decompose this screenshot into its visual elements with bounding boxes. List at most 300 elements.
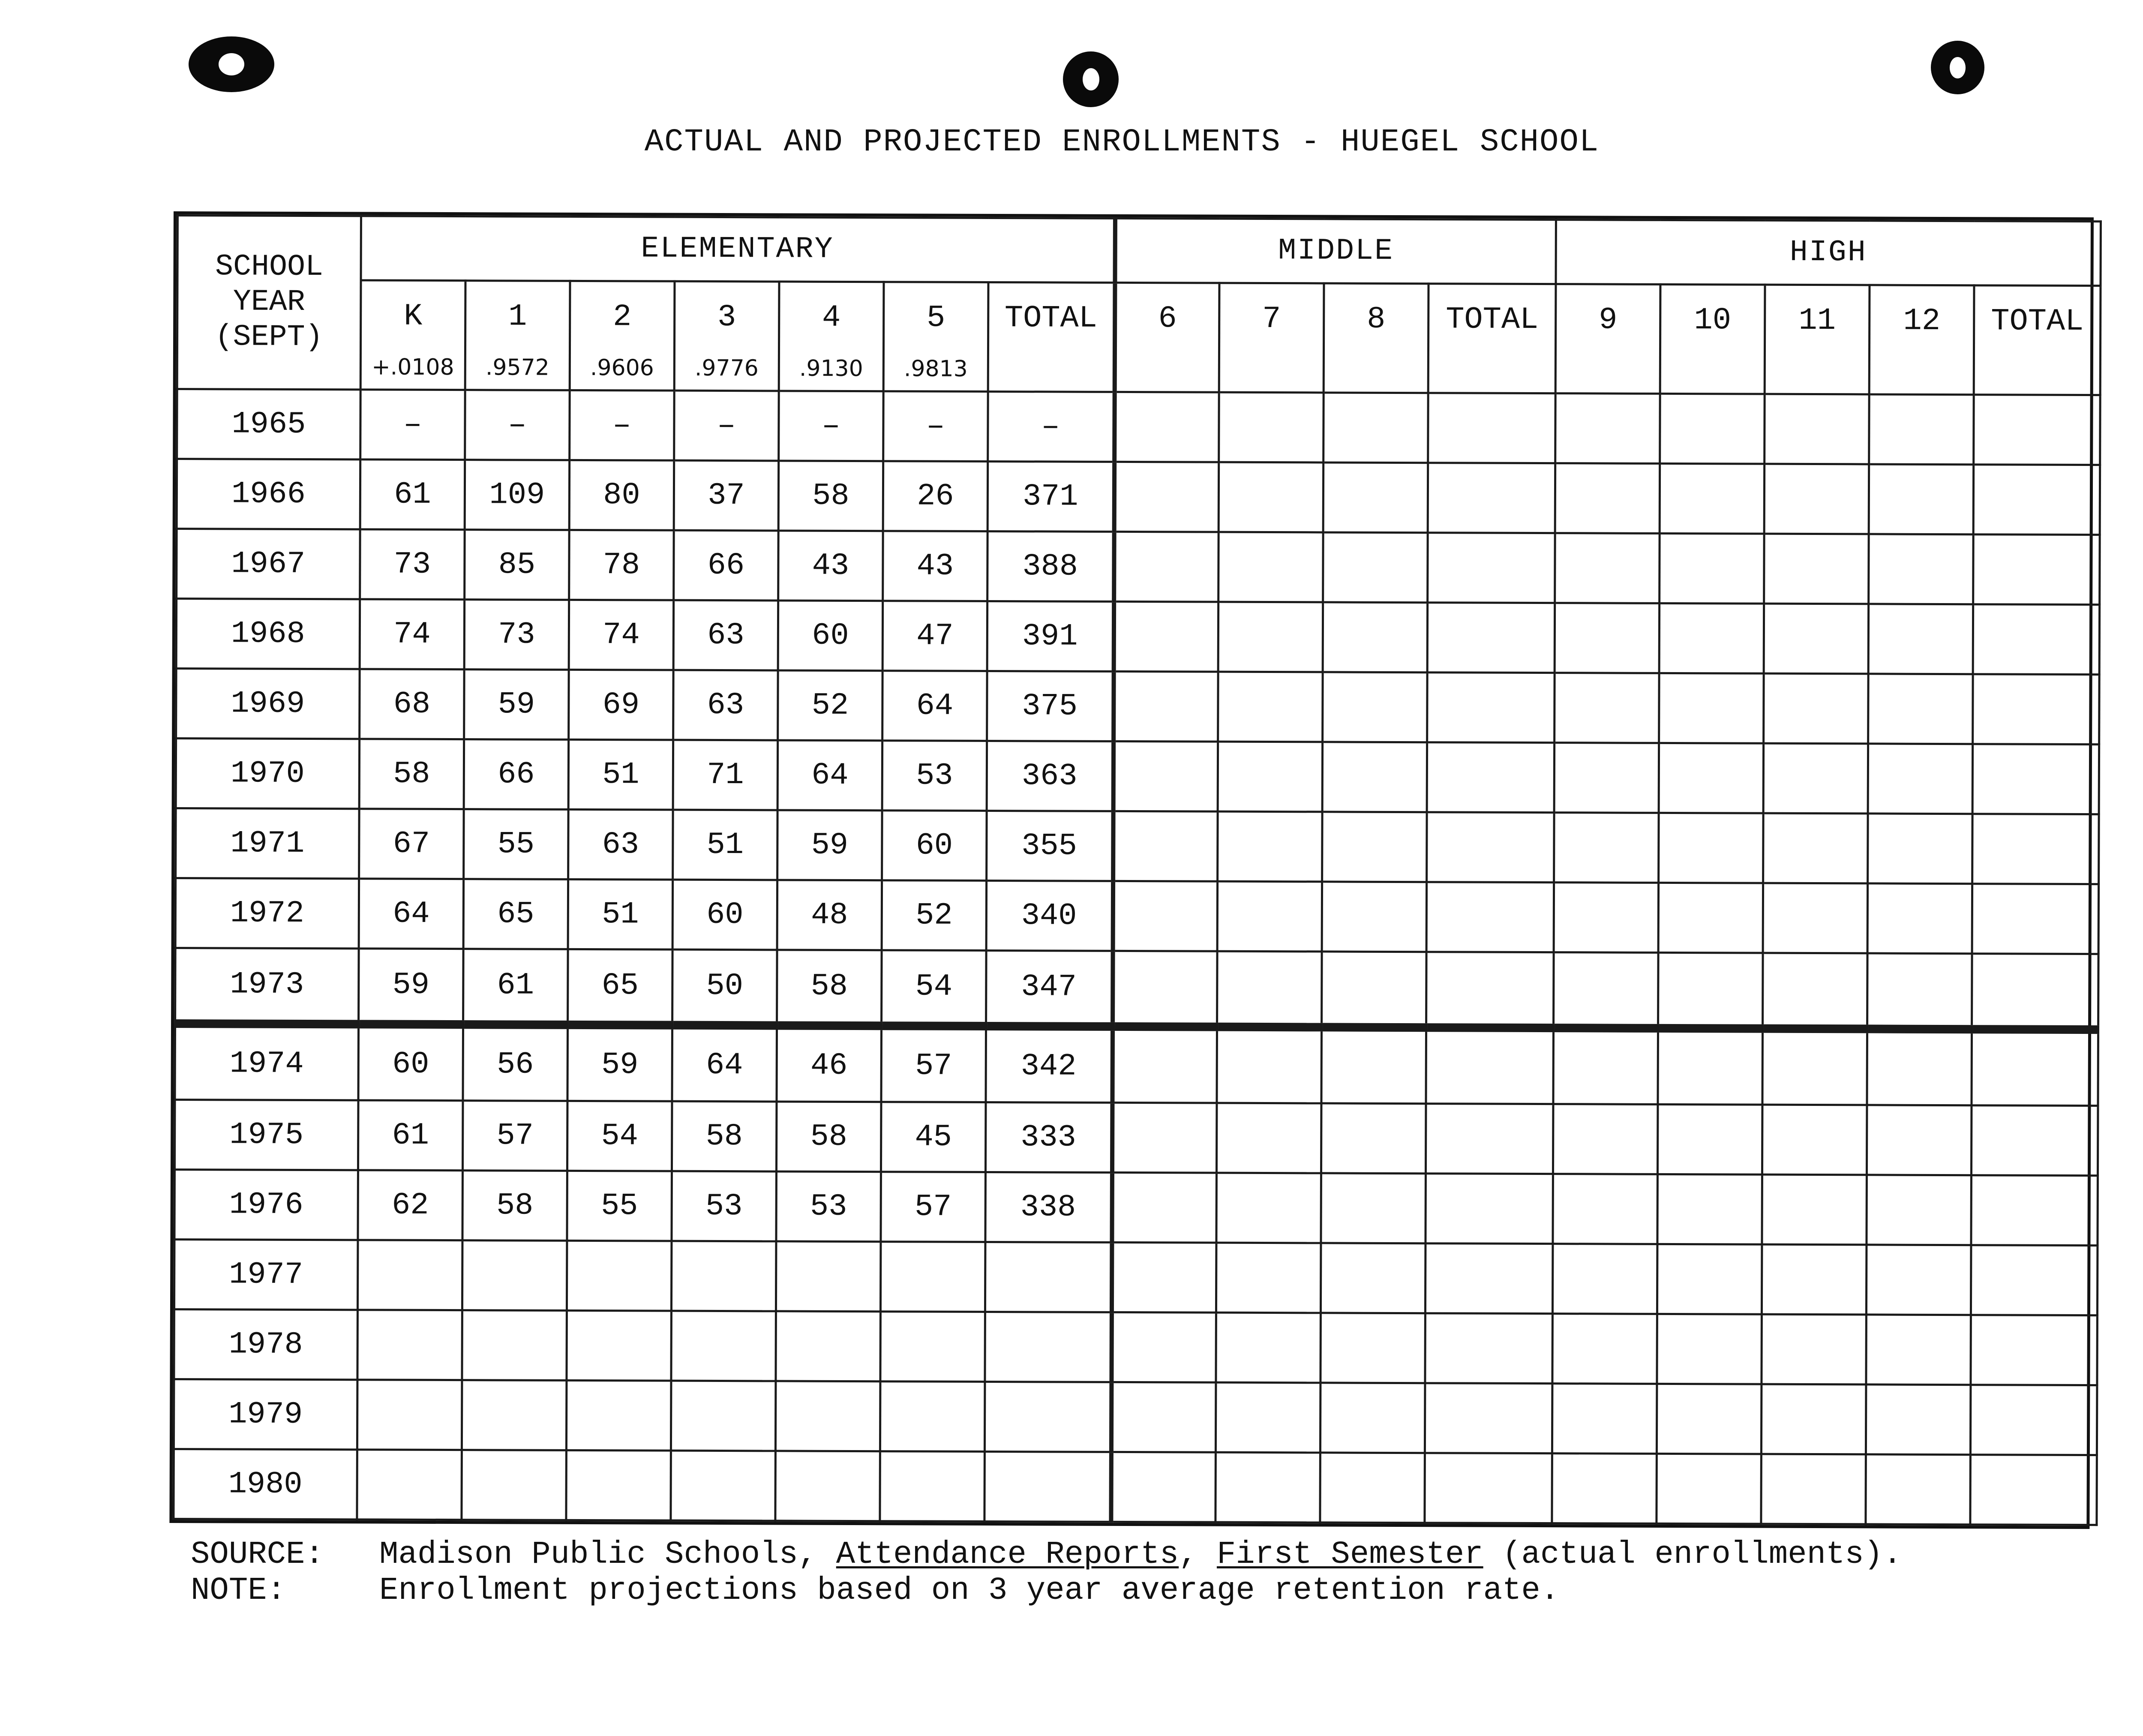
enrollment-cell: 51 bbox=[568, 879, 673, 949]
enrollment-cell bbox=[566, 1450, 671, 1520]
empty-cell bbox=[1763, 743, 1868, 814]
empty-cell bbox=[1660, 463, 1765, 534]
enrollment-cell: 63 bbox=[568, 809, 673, 880]
empty-cell bbox=[1553, 1244, 1658, 1314]
empty-cell bbox=[1971, 1385, 2098, 1455]
enrollment-cell: 37 bbox=[674, 460, 779, 531]
enrollment-cell: 53 bbox=[882, 741, 987, 811]
empty-cell bbox=[1973, 674, 2100, 745]
empty-cell bbox=[1658, 952, 1763, 1029]
enrollment-cell: 391 bbox=[987, 601, 1114, 671]
enrollment-cell: 48 bbox=[777, 880, 882, 950]
empty-cell bbox=[1322, 952, 1427, 1028]
enrollment-cell bbox=[357, 1310, 462, 1380]
empty-cell bbox=[1428, 463, 1555, 533]
enrollment-cell: 61 bbox=[360, 460, 465, 530]
enrollment-cell bbox=[567, 1310, 672, 1381]
empty-cell bbox=[1657, 1244, 1762, 1314]
elementary-header: ELEMENTARY bbox=[361, 216, 1115, 283]
year-cell: 1970 bbox=[176, 738, 360, 808]
enrollment-cell: 52 bbox=[882, 880, 987, 951]
empty-cell bbox=[1426, 1243, 1553, 1314]
empty-cell bbox=[1113, 951, 1218, 1027]
empty-cell bbox=[1554, 883, 1659, 953]
empty-cell bbox=[1660, 533, 1765, 604]
empty-cell bbox=[1321, 1173, 1426, 1243]
source-suffix: (actual enrollments). bbox=[1483, 1537, 1902, 1573]
empty-cell bbox=[1868, 744, 1973, 814]
empty-cell bbox=[1426, 1174, 1553, 1244]
year-cell: 1976 bbox=[174, 1169, 358, 1240]
empty-cell bbox=[1867, 953, 1972, 1030]
empty-cell bbox=[1972, 1030, 2098, 1106]
table-row bbox=[174, 1169, 2098, 1245]
enrollment-cell bbox=[671, 1381, 776, 1451]
empty-cell bbox=[1868, 674, 1973, 744]
empty-cell bbox=[1320, 1453, 1425, 1523]
table-row bbox=[176, 808, 2099, 884]
empty-cell bbox=[1219, 462, 1324, 532]
enrollment-cell: 45 bbox=[881, 1102, 986, 1172]
enrollment-cell bbox=[776, 1311, 881, 1382]
enrollment-cell bbox=[985, 1242, 1112, 1312]
empty-cell bbox=[1114, 532, 1219, 602]
empty-cell bbox=[1659, 603, 1764, 673]
empty-cell bbox=[1972, 814, 2099, 884]
grade-header: 4 .9130 bbox=[779, 282, 884, 391]
empty-cell bbox=[1320, 1383, 1425, 1453]
empty-cell bbox=[1763, 953, 1868, 1029]
empty-cell bbox=[1659, 813, 1764, 883]
grade-header: 8 bbox=[1324, 283, 1429, 393]
enrollment-cell: 58 bbox=[462, 1171, 567, 1241]
empty-cell bbox=[1762, 1029, 1867, 1105]
enrollment-cell: 58 bbox=[777, 950, 882, 1026]
empty-cell bbox=[1425, 1313, 1553, 1384]
enrollment-cell: 338 bbox=[985, 1172, 1112, 1242]
enrollment-cell: 43 bbox=[778, 531, 883, 601]
empty-cell bbox=[1111, 1382, 1216, 1452]
empty-cell bbox=[1765, 394, 1870, 464]
year-cell: 1980 bbox=[174, 1449, 357, 1519]
table-row bbox=[175, 878, 2099, 954]
enrollment-cell: 59 bbox=[464, 670, 569, 740]
year-cell: 1968 bbox=[176, 598, 360, 669]
empty-cell bbox=[1217, 881, 1322, 952]
enrollment-cell bbox=[462, 1380, 567, 1451]
year-cell: 1971 bbox=[176, 808, 360, 878]
empty-cell bbox=[1425, 1383, 1552, 1454]
enrollment-cell: 58 bbox=[359, 739, 464, 809]
enrollment-cell: 57 bbox=[462, 1101, 567, 1171]
empty-cell bbox=[1218, 811, 1323, 882]
empty-cell bbox=[1762, 1244, 1867, 1315]
grade-header: 6 bbox=[1114, 282, 1219, 392]
empty-cell bbox=[1323, 602, 1428, 673]
enrollment-cell: 58 bbox=[672, 1101, 777, 1171]
empty-cell bbox=[1553, 1028, 1658, 1105]
empty-cell bbox=[1971, 1245, 2098, 1316]
table-row bbox=[176, 668, 2100, 744]
grade-header: 1 .9572 bbox=[465, 281, 570, 390]
empty-cell bbox=[1114, 462, 1219, 532]
enrollment-cell bbox=[462, 1240, 567, 1311]
empty-cell bbox=[1552, 1453, 1657, 1523]
enrollment-cell bbox=[775, 1381, 880, 1451]
empty-cell bbox=[1219, 532, 1324, 602]
empty-cell bbox=[1426, 1028, 1554, 1104]
empty-cell bbox=[1553, 1174, 1658, 1244]
source-first-semester: First Semester bbox=[1216, 1537, 1483, 1573]
table-row bbox=[174, 1239, 2098, 1315]
enrollment-cell bbox=[985, 1312, 1112, 1382]
empty-cell bbox=[1112, 1027, 1217, 1103]
enrollment-cell: 355 bbox=[987, 811, 1114, 881]
enrollment-cell bbox=[566, 1380, 671, 1451]
punch-hole-left bbox=[189, 36, 274, 92]
empty-cell bbox=[1216, 1382, 1321, 1453]
enrollment-cell: 53 bbox=[776, 1171, 881, 1242]
empty-cell bbox=[1974, 395, 2101, 465]
enrollment-cell: 58 bbox=[778, 461, 883, 531]
table-row bbox=[177, 389, 2101, 465]
enrollment-cell: 60 bbox=[882, 811, 987, 881]
year-cell: 1978 bbox=[174, 1309, 358, 1379]
table-row bbox=[174, 1449, 2097, 1525]
empty-cell bbox=[1218, 672, 1323, 742]
table-row bbox=[176, 598, 2100, 674]
empty-cell bbox=[1868, 814, 1973, 884]
empty-cell bbox=[1763, 813, 1868, 883]
grade-header: 3 .9776 bbox=[674, 281, 779, 391]
empty-cell bbox=[1114, 392, 1219, 462]
empty-cell bbox=[1425, 1453, 1552, 1523]
empty-cell bbox=[1764, 604, 1869, 674]
grade-header: 10 bbox=[1660, 284, 1765, 394]
empty-cell bbox=[1114, 601, 1219, 672]
empty-cell bbox=[1426, 882, 1554, 952]
empty-cell bbox=[1428, 533, 1555, 603]
enrollment-cell: 375 bbox=[987, 671, 1114, 741]
enrollment-cell: 80 bbox=[569, 460, 674, 530]
grade-header: TOTAL bbox=[988, 282, 1115, 392]
enrollment-cell bbox=[775, 1451, 880, 1521]
table-row bbox=[176, 738, 2099, 814]
enrollment-cell: – bbox=[779, 391, 884, 461]
enrollment-cell bbox=[567, 1240, 672, 1311]
enrollment-cell: 59 bbox=[359, 949, 464, 1025]
enrollment-cell bbox=[357, 1240, 462, 1310]
empty-cell bbox=[1427, 742, 1555, 813]
enrollment-cell: 64 bbox=[359, 879, 464, 949]
enrollment-cell: 51 bbox=[568, 739, 673, 810]
enrollment-cell bbox=[984, 1382, 1111, 1452]
empty-cell bbox=[1112, 1172, 1217, 1243]
enrollment-cell: 64 bbox=[777, 740, 882, 811]
empty-cell bbox=[1321, 1243, 1426, 1313]
empty-cell bbox=[1764, 673, 1869, 744]
empty-cell bbox=[1764, 534, 1869, 604]
empty-cell bbox=[1762, 1105, 1867, 1175]
source-attendance-reports: Attendance Reports bbox=[836, 1537, 1179, 1573]
year-cell: 1967 bbox=[177, 529, 360, 599]
enrollment-cell bbox=[880, 1451, 985, 1522]
year-cell: 1979 bbox=[174, 1379, 357, 1449]
empty-cell bbox=[1113, 881, 1218, 951]
empty-cell bbox=[1657, 1384, 1762, 1454]
empty-cell bbox=[1555, 603, 1660, 673]
empty-cell bbox=[1972, 744, 2099, 814]
enrollment-cell: 363 bbox=[987, 741, 1114, 811]
empty-cell bbox=[1112, 1102, 1217, 1173]
empty-cell bbox=[1321, 1103, 1426, 1174]
enrollment-cell: – bbox=[883, 391, 988, 462]
enrollment-cell: 52 bbox=[778, 670, 883, 741]
empty-cell bbox=[1322, 742, 1427, 812]
enrollment-cell bbox=[984, 1451, 1111, 1522]
enrollment-cell: 342 bbox=[986, 1026, 1113, 1102]
enrollment-cell: 109 bbox=[465, 460, 570, 530]
enrollment-cell: 388 bbox=[987, 531, 1114, 601]
footer: SOURCE: Madison Public Schools, Attendance Reports, First Semester (actual enrollments). NOTE: Enrollment projections based on 3 year average retention rate. bbox=[191, 1537, 1902, 1609]
empty-cell bbox=[1658, 1104, 1763, 1174]
enrollment-cell: 60 bbox=[672, 880, 777, 950]
enrollment-cell bbox=[880, 1312, 985, 1382]
year-cell: 1973 bbox=[175, 948, 359, 1024]
grade-header: 7 bbox=[1219, 283, 1324, 393]
empty-cell bbox=[1323, 672, 1428, 742]
grade-header: K +.0108 bbox=[360, 280, 465, 390]
enrollment-cell bbox=[671, 1451, 776, 1521]
enrollment-cell: 333 bbox=[985, 1102, 1112, 1172]
retention-rate: .9130 bbox=[799, 355, 863, 382]
empty-cell bbox=[1867, 883, 1972, 954]
enrollment-cell: 58 bbox=[776, 1102, 881, 1172]
retention-rate: .9813 bbox=[903, 356, 968, 382]
empty-cell bbox=[1867, 1175, 1972, 1245]
source-label: SOURCE: bbox=[191, 1537, 324, 1573]
empty-cell bbox=[1869, 394, 1974, 465]
enrollment-cell: 73 bbox=[464, 600, 569, 670]
grade-header: 2 .9606 bbox=[570, 281, 675, 390]
grade-header: 11 bbox=[1765, 285, 1870, 394]
enrollment-cell: 74 bbox=[569, 600, 674, 670]
empty-cell bbox=[1762, 1174, 1867, 1245]
empty-cell bbox=[1111, 1452, 1216, 1522]
empty-cell bbox=[1216, 1173, 1321, 1243]
enrollment-cell: 71 bbox=[673, 740, 778, 810]
empty-cell bbox=[1660, 393, 1765, 464]
enrollment-cell: 62 bbox=[358, 1170, 463, 1240]
enrollment-cell: 73 bbox=[360, 529, 465, 600]
year-cell: 1972 bbox=[175, 878, 359, 948]
enrollment-cell: 55 bbox=[464, 809, 569, 880]
empty-cell bbox=[1867, 1029, 1972, 1105]
enrollment-cell bbox=[880, 1382, 985, 1452]
empty-cell bbox=[1868, 604, 1973, 674]
enrollment-cell bbox=[462, 1450, 567, 1520]
enrollment-cell bbox=[880, 1242, 985, 1312]
enrollment-cell: 61 bbox=[463, 949, 568, 1025]
year-cell: 1974 bbox=[175, 1024, 359, 1100]
empty-cell bbox=[1428, 393, 1556, 463]
empty-cell bbox=[1217, 1103, 1322, 1173]
enrollment-cell: 26 bbox=[883, 461, 988, 532]
empty-cell bbox=[1322, 812, 1427, 882]
empty-cell bbox=[1866, 1454, 1971, 1525]
empty-cell bbox=[1764, 464, 1869, 534]
empty-cell bbox=[1427, 673, 1555, 743]
year-cell: 1966 bbox=[177, 459, 360, 529]
empty-cell bbox=[1555, 393, 1660, 464]
empty-cell bbox=[1427, 603, 1555, 673]
empty-cell bbox=[1869, 534, 1974, 604]
empty-cell bbox=[1426, 1104, 1554, 1174]
enrollment-cell: 78 bbox=[569, 530, 674, 600]
middle-header: MIDDLE bbox=[1115, 218, 1556, 284]
empty-cell bbox=[1762, 1384, 1867, 1454]
empty-cell bbox=[1323, 463, 1428, 533]
enrollment-cell: 85 bbox=[465, 530, 570, 600]
empty-cell bbox=[1113, 811, 1218, 881]
school-year-header: SCHOOL YEAR (SEPT) bbox=[177, 216, 361, 390]
empty-cell bbox=[1659, 743, 1764, 813]
enrollment-cell bbox=[671, 1241, 776, 1311]
empty-cell bbox=[1657, 1174, 1762, 1244]
empty-cell bbox=[1552, 1383, 1657, 1454]
empty-cell bbox=[1111, 1312, 1216, 1382]
empty-cell bbox=[1972, 1105, 2098, 1176]
grade-header: TOTAL bbox=[1974, 285, 2101, 395]
enrollment-cell bbox=[357, 1380, 462, 1450]
empty-cell bbox=[1216, 1452, 1321, 1523]
enrollment-cell: 68 bbox=[360, 669, 465, 739]
empty-cell bbox=[1659, 673, 1764, 743]
year-cell: 1977 bbox=[174, 1239, 358, 1310]
enrollment-cell: 66 bbox=[464, 739, 569, 810]
empty-cell bbox=[1555, 533, 1660, 604]
punch-hole-center bbox=[1063, 51, 1119, 107]
enrollment-cell: – bbox=[570, 390, 675, 460]
enrollment-cell: – bbox=[465, 390, 570, 460]
empty-cell bbox=[1322, 882, 1427, 952]
enrollment-cell: 64 bbox=[882, 671, 987, 741]
enrollment-cell: 63 bbox=[673, 600, 778, 670]
enrollment-cell: 63 bbox=[673, 670, 778, 740]
empty-cell bbox=[1113, 741, 1218, 811]
enrollment-cell: 57 bbox=[881, 1026, 986, 1102]
table-row bbox=[177, 459, 2100, 535]
retention-rate: +.0108 bbox=[372, 354, 454, 381]
enrollment-cell: 47 bbox=[882, 601, 987, 671]
table-row bbox=[174, 1309, 2098, 1385]
enrollment-cell: 65 bbox=[463, 879, 568, 949]
year-cell: 1969 bbox=[176, 668, 360, 739]
empty-cell bbox=[1866, 1315, 1971, 1385]
empty-cell bbox=[1427, 812, 1555, 883]
empty-cell bbox=[1554, 813, 1659, 883]
empty-cell bbox=[1217, 951, 1322, 1027]
enrollment-cell: 54 bbox=[882, 950, 987, 1027]
table-row bbox=[177, 529, 2100, 604]
enrollment-cell: 340 bbox=[986, 880, 1113, 951]
enrollment-cell: 74 bbox=[360, 599, 465, 670]
empty-cell bbox=[1867, 1245, 1972, 1315]
enrollment-cell bbox=[462, 1310, 567, 1381]
empty-cell bbox=[1218, 742, 1323, 812]
empty-cell bbox=[1972, 954, 2099, 1030]
empty-cell bbox=[1970, 1455, 2097, 1525]
empty-cell bbox=[1869, 464, 1974, 535]
enrollment-cell: 59 bbox=[777, 810, 882, 880]
punch-hole-right bbox=[1931, 41, 1984, 94]
year-cell: 1975 bbox=[174, 1099, 358, 1170]
empty-cell bbox=[1973, 604, 2100, 675]
table-row bbox=[174, 1099, 2098, 1175]
page-title: ACTUAL AND PROJECTED ENROLLMENTS - HUEGEL SCHOOL bbox=[644, 124, 1600, 160]
empty-cell bbox=[1973, 465, 2100, 535]
empty-cell bbox=[1216, 1313, 1321, 1383]
empty-cell bbox=[1552, 1314, 1657, 1384]
enrollment-cell: – bbox=[988, 391, 1115, 462]
enrollment-cell: 46 bbox=[777, 1026, 882, 1102]
grade-header: 5 .9813 bbox=[883, 282, 988, 392]
enrollment-cell: 61 bbox=[358, 1100, 463, 1171]
empty-cell bbox=[1658, 1028, 1763, 1105]
empty-cell bbox=[1426, 952, 1554, 1028]
note-label: NOTE: bbox=[191, 1573, 286, 1609]
empty-cell bbox=[1324, 393, 1429, 463]
empty-cell bbox=[1657, 1314, 1762, 1384]
enrollment-cell: 67 bbox=[359, 809, 464, 879]
empty-cell bbox=[1658, 883, 1763, 953]
grade-header: 12 bbox=[1869, 285, 1974, 395]
enrollment-cell: 43 bbox=[883, 531, 988, 601]
enrollment-cell bbox=[671, 1311, 776, 1381]
empty-cell bbox=[1555, 673, 1660, 743]
grade-header: TOTAL bbox=[1428, 284, 1556, 393]
enrollment-cell: 64 bbox=[672, 1025, 777, 1102]
empty-cell bbox=[1112, 1242, 1217, 1313]
empty-cell bbox=[1216, 1243, 1321, 1313]
table-row bbox=[175, 948, 2099, 1030]
retention-rate: .9572 bbox=[485, 354, 549, 381]
empty-cell bbox=[1219, 392, 1324, 463]
empty-cell bbox=[1114, 671, 1219, 742]
empty-cell bbox=[1867, 1105, 1972, 1175]
enrollment-cell: 53 bbox=[672, 1171, 777, 1241]
source-prefix: Madison Public Schools, bbox=[379, 1537, 836, 1573]
enrollment-cell: 59 bbox=[567, 1025, 672, 1101]
empty-cell bbox=[1321, 1313, 1426, 1383]
note-text: Enrollment projections based on 3 year average retention rate. bbox=[379, 1573, 1560, 1609]
enrollment-cell: 69 bbox=[569, 670, 674, 740]
enrollment-cell: – bbox=[360, 390, 465, 460]
retention-rate: .9776 bbox=[694, 355, 759, 381]
empty-cell bbox=[1554, 743, 1659, 813]
empty-cell bbox=[1218, 602, 1323, 672]
year-cell: 1965 bbox=[177, 389, 361, 460]
enrollment-cell bbox=[357, 1450, 462, 1520]
empty-cell bbox=[1554, 952, 1659, 1029]
enrollment-cell: 50 bbox=[672, 949, 777, 1026]
empty-cell bbox=[1971, 1175, 2098, 1246]
enrollment-cell: 57 bbox=[881, 1172, 986, 1242]
table-row bbox=[175, 1024, 2098, 1105]
enrollment-cell: 371 bbox=[987, 461, 1114, 532]
empty-cell bbox=[1972, 884, 2099, 954]
empty-cell bbox=[1323, 532, 1428, 603]
